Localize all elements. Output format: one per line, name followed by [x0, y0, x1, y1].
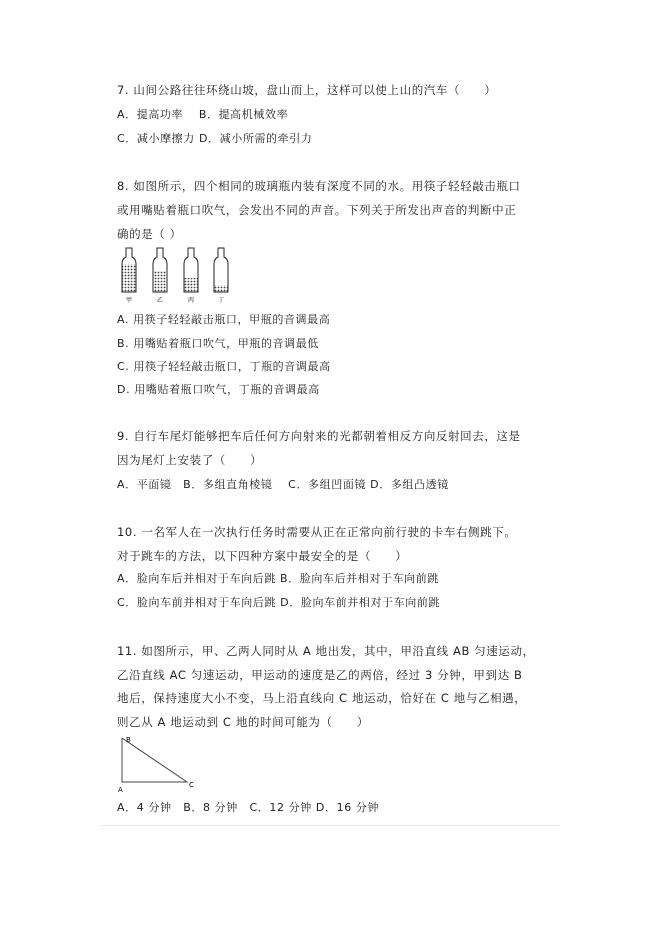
bottle-yi [153, 248, 167, 292]
q8-stem-line-2: 或用嘴贴着瓶口吹气，会发出不同的声音。下列关于所发出声音的判断中正 [117, 203, 517, 217]
q7-stem: 7. 山间公路往往环绕山坡，盘山而上，这样可以使上山的汽车（ ） [117, 83, 497, 97]
point-b-label: B [126, 736, 131, 744]
point-a-label: A [118, 786, 123, 794]
bottle-ding [214, 248, 228, 292]
q8-option-c: C. 用筷子轻轻敲击瓶口，丁瓶的音调最高 [117, 360, 331, 373]
point-c-label: C [189, 781, 194, 789]
q8-option-a: A. 用筷子轻轻敲击瓶口，甲瓶的音调最高 [117, 313, 331, 326]
q7-option-line-2: C．减小摩擦力 D．减小所需的牵引力 [117, 132, 313, 145]
q10-stem-line-2: 对于跳车的方法，以下四种方案中最安全的是（ ） [117, 549, 408, 563]
bottle-bing [184, 248, 198, 292]
q11-stem-line-1: 11. 如图所示，甲、乙两人同时从 A 地出发，其中，甲沿直线 AB 匀速运动， [117, 644, 535, 658]
q10-option-line-2: C．脸向车前并相对于车向后跳 D．脸向车前并相对于车向前跳 [117, 596, 441, 609]
q11-stem-line-2: 乙沿直线 AC 匀速运动，甲运动的速度是乙的两倍，经过 3 分钟，甲到达 B [117, 668, 523, 682]
bottle-label-ding: 丁 [217, 297, 225, 304]
q8-option-d: D. 用嘴贴着瓶口吹气，丁瓶的音调最高 [117, 383, 320, 396]
bottle-label-jia: 甲 [125, 297, 133, 304]
q8-stem-line-3: 确的是（ ） [117, 227, 182, 241]
q9-stem-line-2: 因为尾灯上安装了（ ） [117, 453, 263, 467]
q10-option-line-1: A．脸向车后并相对于车向后跳 B．脸向车后并相对于车向前跳 [117, 572, 439, 585]
q7-option-line-1: A．提高功率 B．提高机械效率 [117, 108, 289, 121]
bottles-figure [112, 244, 240, 306]
bottle-label-yi: 乙 [156, 297, 164, 304]
q8-stem-line-1: 8. 如图所示，四个相同的玻璃瓶内装有深度不同的水。用筷子轻轻敲击瓶口 [117, 179, 521, 193]
page-bottom-rule [100, 825, 560, 826]
q11-options: A．4 分钟 B．8 分钟 C．12 分钟 D．16 分钟 [117, 801, 380, 814]
bottle-label-bing: 丙 [187, 297, 195, 304]
q9-options: A．平面镜 B．多组直角棱镜 C．多组凹面镜 D．多组凸透镜 [117, 478, 449, 491]
bottle-jia [122, 248, 136, 292]
q10-stem-line-1: 10. 一名军人在一次执行任务时需要从正在正常向前行驶的卡车右侧跳下。 [117, 525, 517, 539]
triangle-figure [112, 732, 202, 794]
q11-stem-line-3: 地后，保持速度大小不变，马上沿直线向 C 地运动，恰好在 C 地与乙相遇， [117, 691, 527, 705]
q8-option-b: B. 用嘴贴着瓶口吹气，甲瓶的音调最低 [117, 337, 319, 350]
q11-stem-line-4: 则乙从 A 地运动到 C 地的时间可能为（ ） [117, 715, 369, 729]
q9-stem-line-1: 9. 自行车尾灯能够把车后任何方向射来的光都朝着相反方向反射回去，这是 [117, 429, 521, 443]
